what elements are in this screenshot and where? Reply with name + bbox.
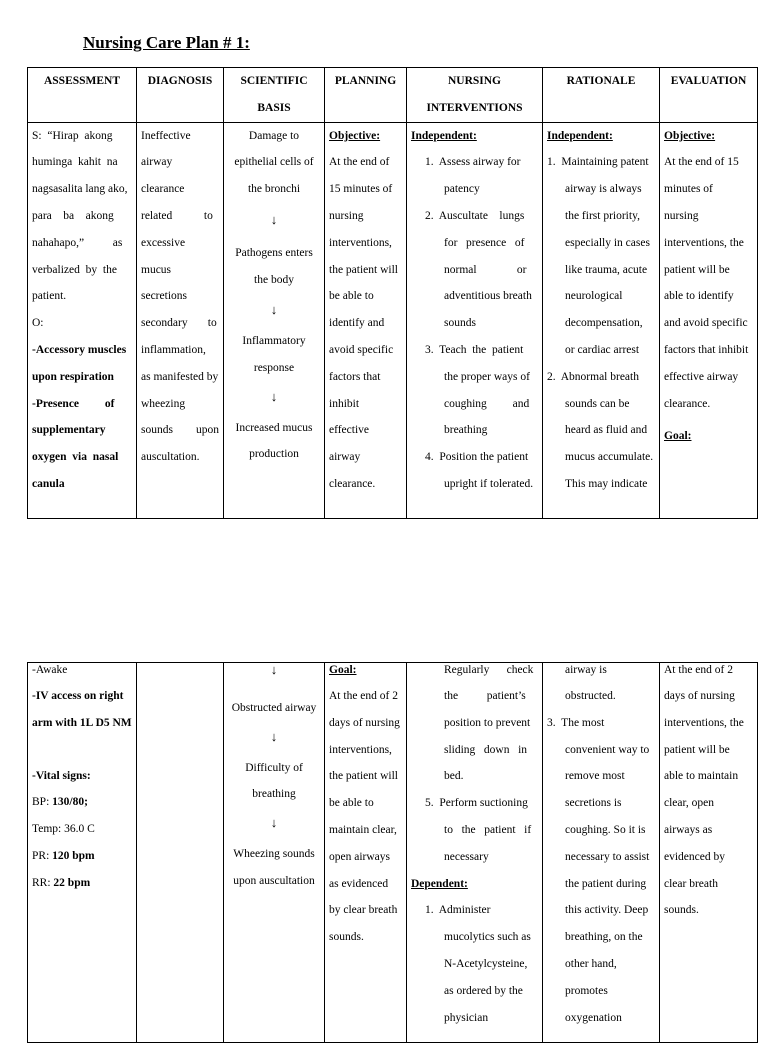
table-row bbox=[28, 663, 758, 1043]
evaluation-cell: Objective: At the end of 15 minutes of nursing interventions, the patient will be able to identify and avoid specific factors that inhibit effective airway clearance. Goal: bbox=[660, 122, 758, 518]
diagnosis-cell bbox=[137, 663, 224, 1043]
rationale-cell: airway is obstructed. 3. The most convenient way to remove most secretions is coughing. So it is necessary to assist the patient during this activity. Deep breathing, on the other hand, promotes oxygenation bbox=[543, 663, 660, 1043]
down-arrow-icon: ↓ bbox=[270, 728, 278, 744]
down-arrow-icon: ↓ bbox=[270, 815, 278, 831]
table-row bbox=[28, 122, 758, 518]
assessment-cell: S: “Hirap akong huminga kahit na nagsasalita lang ako, para ba akong nahahapo,” as verbalized by the patient. O: -Accessory muscles upon respiration -Presence of supplementary oxygen via nasal canula bbox=[28, 122, 137, 518]
down-arrow-icon: ↓ bbox=[270, 211, 278, 227]
header-assessment: ASSESSMENT bbox=[28, 68, 137, 123]
header-evaluation: EVALUATION bbox=[660, 68, 758, 123]
header-scientific-basis: SCIENTIFIC BASIS bbox=[224, 68, 325, 123]
rationale-cell: Independent: 1. Maintaining patent airway is always the first priority, especially in cases like trauma, acute neurological decompensation, or cardiac arrest 2. Abnormal breath sounds can be heard as fluid and mucus accumulate. This may indicate bbox=[543, 122, 660, 518]
planning-cell: Objective: At the end of 15 minutes of nursing interventions, the patient will be able to identify and avoid specific factors that inhibit effective airway clearance. bbox=[325, 122, 407, 518]
evaluation-cell: At the end of 2 days of nursing interventions, the patient will be able to maintain clear, open airways as evidenced by clear breath sounds. bbox=[660, 663, 758, 1043]
down-arrow-icon: ↓ bbox=[270, 302, 278, 318]
header-rationale: RATIONALE bbox=[543, 68, 660, 123]
page-title: Nursing Care Plan # 1: bbox=[83, 33, 250, 52]
header-row bbox=[28, 68, 758, 123]
header-diagnosis: DIAGNOSIS bbox=[137, 68, 224, 123]
interventions-cell: Regularly check the patient’s position to prevent sliding down in bed. 5. Perform suctioning to the patient if necessary Dependent: 1. Administer mucolytics such as N-Acetylcysteine, as ordered by the physician bbox=[407, 663, 543, 1043]
interventions-cell: Independent: 1. Assess airway for patency 2. Auscultate lungs for presence of normal or adventitious breath sounds 3. Teach the patient the proper ways of coughing and breathing 4. Position the patient upright if tolerated. bbox=[407, 122, 543, 518]
care-plan-table-2 bbox=[27, 662, 758, 1043]
scientific-basis-cell: ↓ Obstructed airway ↓ Difficulty of breathing ↓ Wheezing sounds upon auscultation bbox=[224, 663, 325, 1043]
care-plan-table-1 bbox=[27, 67, 758, 519]
header-nursing-interventions: NURSING INTERVENTIONS bbox=[407, 68, 543, 123]
assessment-cell: -Awake -IV access on right arm with 1L D5 NM -Vital signs: BP: 130/80; Temp: 36.0 C PR: 120 bpm RR: 22 bpm bbox=[28, 663, 137, 1043]
scientific-basis-cell: Damage to epithelial cells of the bronchi ↓ Pathogens enters the body ↓ Inflammatory response ↓ Increased mucus production bbox=[224, 122, 325, 518]
down-arrow-icon: ↓ bbox=[270, 388, 278, 404]
diagnosis-cell: Ineffective airway clearance related to excessive mucus secretions secondary to inflammation, as manifested by wheezing sounds upon auscultation. bbox=[137, 122, 224, 518]
planning-cell: Goal: At the end of 2 days of nursing interventions, the patient will be able to maintain clear, open airways as evidenced by clear breath sounds. bbox=[325, 663, 407, 1043]
header-planning: PLANNING bbox=[325, 68, 407, 123]
down-arrow-icon: ↓ bbox=[270, 662, 278, 677]
